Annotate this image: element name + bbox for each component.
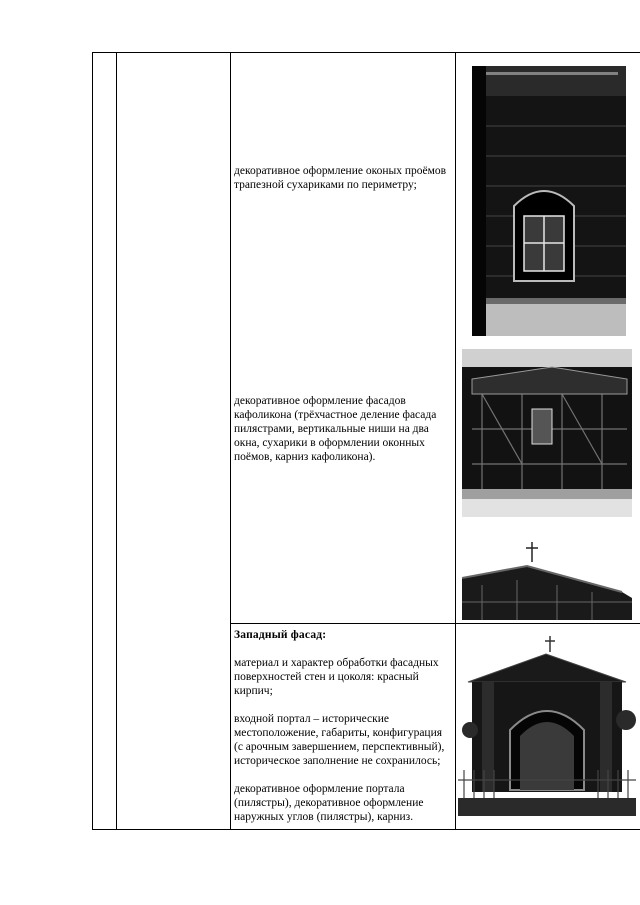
row-1-text: декоративное оформление оконых проёмов трапезной сухариками по периметру; <box>234 165 447 191</box>
paragraph-decoration: декоративное оформление портала (пилястры), декоративное оформление наружных углов (пилястры), карниз. <box>234 783 424 823</box>
table-top-border <box>92 52 640 53</box>
brick-window-photo <box>472 66 626 336</box>
west-facade-heading: Западный фасад: <box>234 629 327 641</box>
table-bottom-border <box>92 829 640 830</box>
paragraph-material: материал и характер обработки фасадных поверхностей стен и цоколя: красный кирпич; <box>234 657 439 697</box>
paragraph-portal: входной портал – исторические местоположение, габариты, конфигурация (с арочным завершением, перспективный), историческое заполнение не сохранилось; <box>234 713 445 767</box>
row-2-description <box>234 394 452 464</box>
table-left-border <box>92 52 93 829</box>
row-divider <box>230 623 640 624</box>
column-divider-3 <box>455 52 456 829</box>
roof-cross-photo <box>462 540 632 620</box>
row-2-text: декоративное оформление фасадов кафоликона (трёхчастное деление фасада пилястрами, вертикальные ниши на два окна, сухарики в оформлении оконных поёмов, карниз кафоликона). <box>234 395 437 463</box>
column-divider-2 <box>230 52 231 829</box>
church-facade-photo <box>462 349 632 517</box>
row-3-description <box>234 628 452 824</box>
column-divider-1 <box>116 52 117 829</box>
row-1-description <box>234 164 449 192</box>
west-portal-photo <box>458 630 636 816</box>
